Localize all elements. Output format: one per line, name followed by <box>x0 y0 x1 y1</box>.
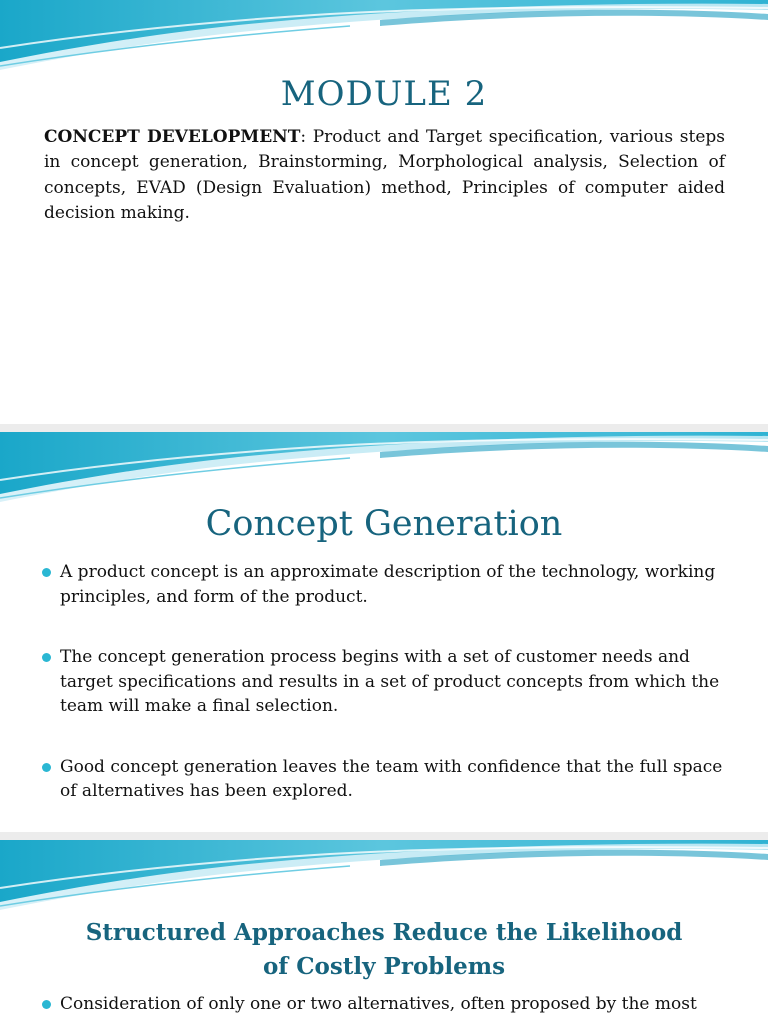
bullet-dot-icon <box>42 568 51 577</box>
slide-title: MODULE 2 <box>280 74 488 114</box>
swoosh-header-decoration <box>0 0 768 75</box>
slide-concept-generation <box>0 432 768 832</box>
bullet-item <box>42 560 742 609</box>
swoosh-header-decoration <box>0 432 768 507</box>
bullet-item <box>42 645 742 719</box>
bullet-text: Good concept generation leaves the team with confidence that the full space of alternatives has been explored. <box>60 756 723 801</box>
bullet-text: The concept generation process begins with a set of customer needs and target specifications and results in a set of product concepts from which the team will make a final selection. <box>60 647 720 716</box>
slide-title: Concept Generation <box>205 504 563 544</box>
bullet-text: Consideration of only one or two alternatives, often proposed by the most <box>60 994 697 1014</box>
bullet-list <box>42 560 742 832</box>
bullet-text: A product concept is an approximate description of the technology, working principles, and form of the product. <box>60 562 716 607</box>
bullet-item <box>42 992 742 1017</box>
slide-module-2 <box>0 0 768 424</box>
bullet-dot-icon <box>42 653 51 662</box>
slide-divider <box>0 832 768 840</box>
swoosh-header-decoration <box>0 840 768 915</box>
bullet-item <box>42 755 742 804</box>
slide-divider <box>0 424 768 432</box>
bullet-list <box>42 992 742 1017</box>
bullet-dot-icon <box>42 763 51 772</box>
description-lead: CONCEPT DEVELOPMENT <box>44 127 301 147</box>
slide-title: Structured Approaches Reduce the Likelihood of Costly Problems <box>85 919 683 980</box>
module-description <box>44 125 725 227</box>
description-body: : Product and Target specification, various steps in concept generation, Brainstorming, Morphological analysis, Selection of concepts, EVAD (Design Evaluation) method, Principles of computer aided decision making. <box>44 127 725 224</box>
bullet-dot-icon <box>42 1000 51 1009</box>
slide-structured-approaches <box>0 840 768 1024</box>
